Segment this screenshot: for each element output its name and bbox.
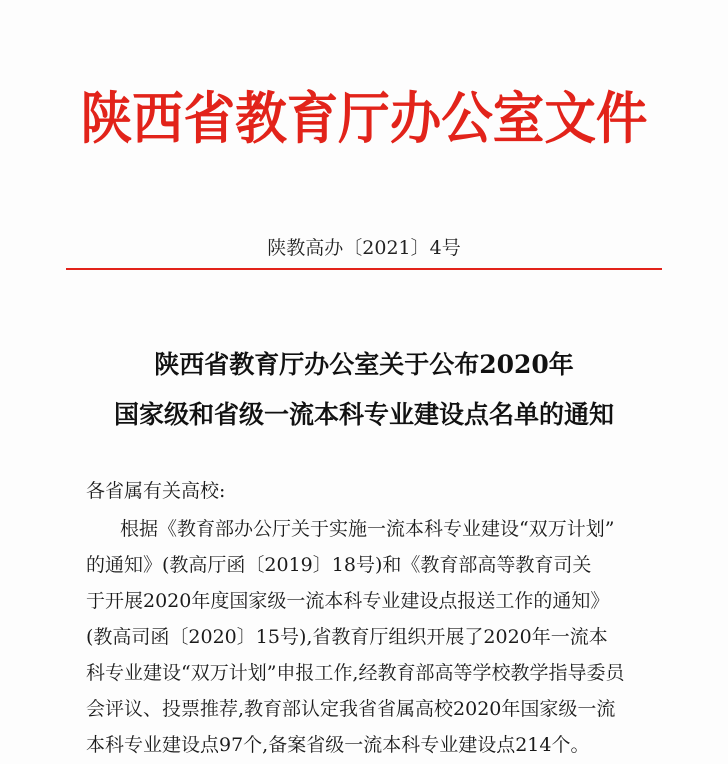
body-line: 于开展2020年度国家级一流本科专业建设点报送工作的通知》 — [86, 590, 610, 612]
body-line: 根据《教育部办公厅关于实施一流本科专业建设“双万计划” — [120, 518, 615, 540]
document-number: 陕教高办〔2021〕4号 — [267, 237, 461, 259]
body-line: 科专业建设“双万计划”申报工作,经教育部高等学校教学指导委员 — [86, 662, 625, 684]
body-line: 的通知》(教高厅函〔2019〕18号)和《教育部高等教育司关 — [86, 554, 592, 576]
body-line: (教高司函〔2020〕15号),省教育厅组织开展了2020年一流本 — [86, 626, 608, 648]
notice-title-line-1: 陕西省教育厅办公室关于公布2020年 — [154, 350, 574, 379]
body-line: 本科专业建设点97个,备案省级一流本科专业建设点214个。 — [86, 734, 590, 756]
red-divider-line — [66, 268, 662, 270]
body-line: 会评议、投票推荐,教育部认定我省省属高校2020年国家级一流 — [86, 698, 616, 720]
notice-title-line-2: 国家级和省级一流本科专业建设点名单的通知 — [113, 400, 614, 429]
masthead-title: 陕西省教育厅办公室文件 — [80, 87, 648, 152]
salutation: 各省属有关高校: — [86, 480, 226, 502]
